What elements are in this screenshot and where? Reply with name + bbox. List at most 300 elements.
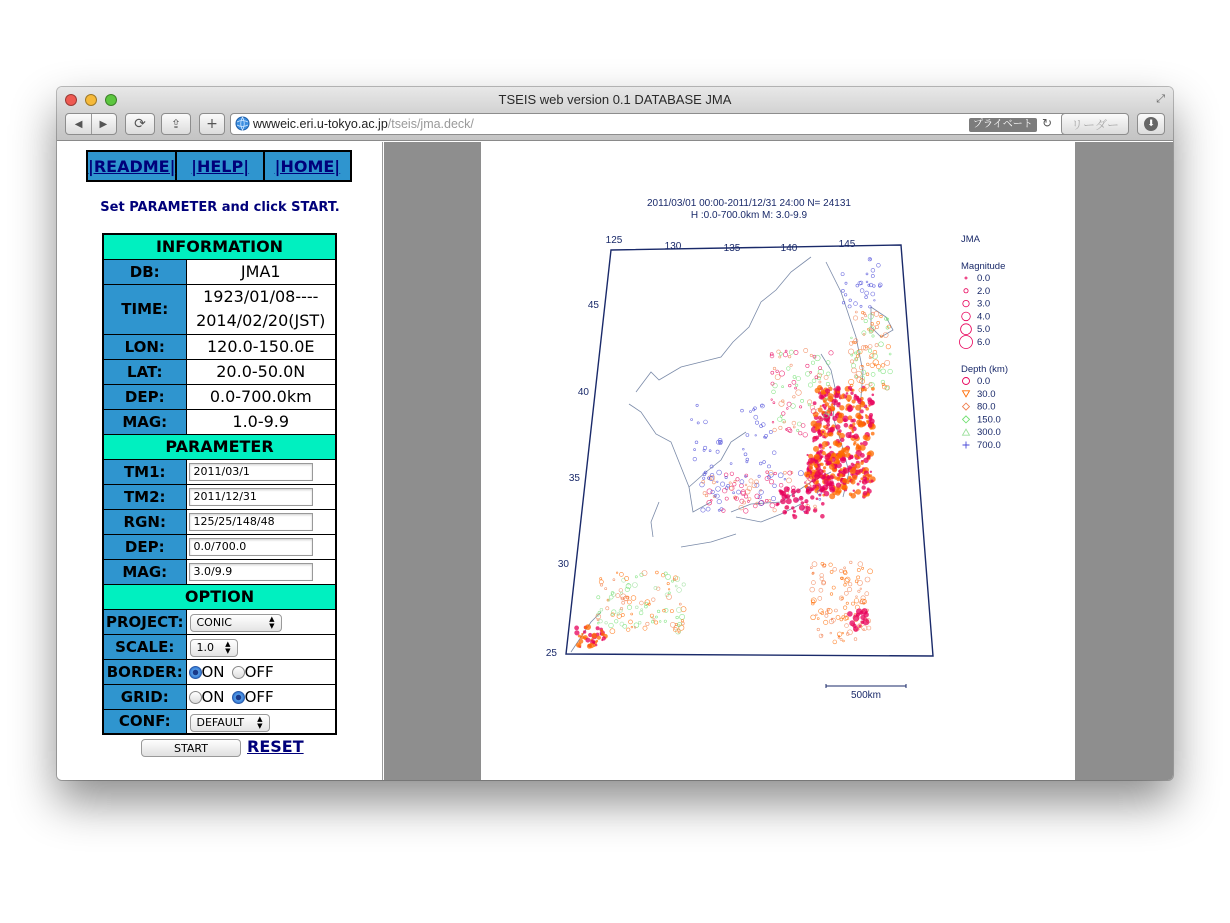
- earthquake-marker: [752, 483, 757, 488]
- earthquake-marker: [792, 380, 796, 384]
- earthquake-marker: [868, 349, 871, 352]
- nav-cell-home: [265, 152, 350, 180]
- lat-tick-label: 30: [557, 559, 569, 570]
- earthquake-marker: [830, 632, 832, 634]
- earthquake-marker: [840, 618, 843, 621]
- earthquake-marker: [783, 471, 786, 474]
- earthquake-marker: [749, 479, 753, 483]
- earthquake-marker: [834, 609, 837, 612]
- earthquake-marker: [744, 453, 747, 456]
- earthquake-marker: [810, 567, 812, 569]
- earthquake-marker: [755, 494, 760, 499]
- lon-tick-label: 135: [723, 243, 741, 254]
- earthquake-marker: [857, 398, 861, 402]
- earthquake-marker: [840, 638, 842, 640]
- earthquake-marker: [776, 370, 779, 373]
- time-value: [186, 284, 336, 334]
- earthquake-marker: [875, 344, 878, 347]
- earthquake-marker: [628, 583, 630, 585]
- earthquake-marker: [657, 610, 660, 613]
- earthquake-marker: [651, 620, 654, 623]
- earthquake-marker: [664, 572, 667, 575]
- earthquake-marker: [779, 490, 782, 493]
- earthquake-marker: [854, 454, 857, 457]
- earthquake-marker: [716, 450, 719, 453]
- grid-on-label: ON: [201, 688, 225, 706]
- dep-input[interactable]: [189, 538, 313, 556]
- download-icon: ⬇: [1144, 117, 1158, 131]
- earthquake-marker: [815, 436, 818, 439]
- earthquake-marker: [599, 620, 602, 623]
- border-label: BORDER:: [103, 659, 186, 684]
- earthquake-marker: [793, 515, 797, 519]
- earthquake-marker: [878, 369, 880, 371]
- earthquake-marker: [776, 503, 779, 506]
- earthquake-marker: [850, 621, 855, 626]
- earthquake-marker: [575, 631, 580, 636]
- mag-input[interactable]: [189, 563, 313, 581]
- earthquake-marker: [847, 405, 853, 411]
- earthquake-marker: [779, 356, 781, 358]
- earthquake-marker: [592, 633, 597, 638]
- earthquake-marker: [635, 606, 638, 609]
- earthquake-marker: [871, 372, 875, 376]
- downloads-button[interactable]: [1137, 113, 1165, 135]
- scale-bar: [826, 684, 906, 688]
- earthquake-marker: [622, 601, 625, 604]
- depth-legend-label: 150.0: [977, 414, 1001, 426]
- earthquake-marker: [676, 616, 679, 619]
- earthquake-marker: [859, 481, 861, 483]
- earthquake-marker: [858, 590, 860, 592]
- earthquake-marker: [821, 463, 824, 466]
- fullscreen-icon[interactable]: ⤢: [1156, 92, 1165, 105]
- rgn-input[interactable]: [189, 513, 313, 531]
- dep-param-label: DEP:: [103, 534, 186, 559]
- map-title-line2: H :0.0-700.0km M: 3.0-9.9: [690, 210, 808, 221]
- earthquake-marker: [609, 623, 614, 628]
- earthquake-marker: [881, 364, 885, 368]
- earthquake-marker: [862, 486, 866, 490]
- earthquake-marker: [817, 464, 819, 466]
- earthquake-marker: [871, 480, 874, 483]
- earthquake-marker: [865, 291, 869, 295]
- earthquake-marker: [677, 588, 682, 593]
- magnitude-legend-symbol: [964, 289, 968, 293]
- earthquake-marker: [793, 396, 796, 399]
- depth-legend-label: 80.0: [977, 401, 996, 413]
- depth-legend-symbol: [963, 391, 970, 397]
- earthquake-marker: [739, 484, 743, 488]
- earthquake-marker: [767, 465, 770, 468]
- reload-extension-button[interactable]: [125, 113, 155, 135]
- project-select[interactable]: [190, 614, 282, 632]
- conf-select[interactable]: [190, 714, 270, 732]
- earthquake-marker: [853, 316, 857, 320]
- grid-off-radio[interactable]: [232, 691, 245, 704]
- earthquake-marker: [785, 350, 787, 352]
- earthquake-marker: [865, 315, 867, 317]
- earthquake-marker: [635, 576, 637, 578]
- earthquake-marker: [761, 404, 763, 406]
- readme-link[interactable]: |README|: [88, 156, 176, 176]
- earthquake-marker: [833, 441, 838, 446]
- earthquake-marker: [851, 337, 853, 339]
- earthquake-marker: [769, 480, 773, 484]
- earthquake-marker: [620, 607, 623, 610]
- back-forward-buttons[interactable]: [65, 113, 117, 135]
- share-button[interactable]: [161, 113, 191, 135]
- earthquake-marker: [792, 494, 795, 497]
- earthquake-marker: [813, 509, 817, 513]
- earthquake-marker: [817, 618, 819, 620]
- earthquake-marker: [597, 636, 601, 640]
- earthquake-marker: [866, 416, 869, 419]
- border-off-radio[interactable]: [232, 666, 245, 679]
- earthquake-marker: [860, 443, 862, 445]
- earthquake-marker: [825, 611, 828, 614]
- map-legend: [960, 234, 1008, 451]
- tm1-label: TM1:: [103, 459, 186, 484]
- reader-button[interactable]: リーダー: [1061, 113, 1129, 135]
- back-arrow-icon[interactable]: ◀: [74, 118, 83, 130]
- earthquake-marker: [854, 339, 858, 343]
- select-arrows-icon: ▲ ▼: [269, 614, 275, 630]
- earthquake-marker: [745, 475, 747, 477]
- earthquake-marker: [852, 475, 857, 480]
- magnitude-legend-title: Magnitude: [961, 261, 1006, 272]
- earthquake-marker: [763, 436, 765, 438]
- earthquake-marker: [851, 602, 854, 605]
- information-header: INFORMATION: [103, 234, 336, 259]
- depth-legend-symbol: [963, 416, 970, 423]
- scale-bar-label: 500km: [850, 690, 882, 701]
- earthquake-marker: [809, 466, 812, 469]
- earthquake-marker: [655, 616, 657, 618]
- earthquake-marker: [871, 292, 875, 296]
- earthquake-marker: [786, 499, 791, 504]
- earthquake-marker: [779, 483, 783, 487]
- earthquake-marker: [816, 481, 818, 483]
- earthquake-marker: [811, 361, 814, 364]
- earthquake-marker: [717, 481, 719, 483]
- earthquake-marker: [868, 400, 874, 406]
- earthquake-marker: [819, 498, 821, 500]
- share-icon: ⇪: [170, 117, 182, 131]
- magnitude-legend-label: 4.0: [977, 311, 991, 323]
- earthquake-marker: [829, 351, 833, 355]
- lon-value: 120.0-150.0E: [186, 334, 336, 359]
- magnitude-legend-symbol: [961, 324, 972, 335]
- earthquake-marker: [797, 422, 801, 426]
- earthquake-marker: [730, 472, 734, 476]
- grid-on-radio[interactable]: [189, 691, 202, 704]
- earthquake-marker: [822, 447, 824, 449]
- earthquake-marker: [640, 601, 644, 605]
- home-link[interactable]: |HOME|: [274, 156, 341, 176]
- earthquake-marker: [602, 637, 606, 641]
- earthquake-marker: [853, 423, 856, 426]
- earthquake-marker: [844, 613, 847, 616]
- earthquake-marker: [840, 395, 844, 399]
- earthquake-marker: [870, 471, 872, 473]
- earthquake-marker: [754, 415, 758, 419]
- earthquake-marker: [804, 482, 806, 484]
- earthquake-marker: [850, 360, 853, 363]
- earthquake-marker: [885, 360, 890, 365]
- earthquake-marker: [825, 455, 830, 460]
- grid-label: GRID:: [103, 684, 186, 709]
- earthquake-marker: [856, 371, 861, 376]
- earthquake-marker: [851, 493, 856, 498]
- earthquake-marker: [643, 626, 647, 630]
- earthquake-marker: [854, 302, 858, 306]
- earthquake-marker: [730, 463, 732, 465]
- time-start: 1923/01/08----: [203, 287, 319, 306]
- earthquake-marker: [835, 401, 837, 403]
- tm2-label: TM2:: [103, 484, 186, 509]
- nav-cell-readme: [88, 152, 177, 180]
- earthquake-marker: [811, 615, 816, 620]
- earthquake-marker: [844, 423, 848, 427]
- earthquake-marker: [779, 371, 784, 376]
- earthquake-marker: [741, 409, 744, 412]
- earthquake-marker: [880, 315, 883, 318]
- earthquake-marker: [831, 407, 835, 411]
- earthquake-marker: [808, 458, 813, 463]
- earthquake-marker: [704, 420, 708, 424]
- earthquake-marker: [860, 445, 866, 451]
- earthquake-marker: [833, 640, 837, 644]
- earthquake-marker: [653, 619, 655, 621]
- earthquake-marker: [852, 389, 854, 391]
- border-on-radio[interactable]: [189, 666, 202, 679]
- earthquake-marker: [839, 413, 844, 418]
- earthquake-marker: [856, 489, 861, 494]
- earthquake-marker: [582, 633, 584, 635]
- earthquake-marker: [778, 473, 783, 478]
- earthquake-marker: [807, 454, 809, 456]
- earthquake-marker: [871, 268, 875, 272]
- parameter-header: PARAMETER: [103, 434, 336, 459]
- tm1-input[interactable]: [189, 463, 313, 481]
- earthquake-marker: [755, 435, 757, 437]
- earthquake-marker: [765, 499, 768, 502]
- address-bar[interactable]: [230, 113, 1111, 135]
- new-tab-button[interactable]: [199, 113, 225, 135]
- earthquake-marker: [855, 311, 857, 313]
- earthquake-marker: [664, 620, 666, 622]
- earthquake-marker: [717, 470, 722, 475]
- earthquake-marker: [851, 463, 854, 466]
- earthquake-marker: [829, 563, 833, 567]
- earthquake-marker: [725, 497, 728, 500]
- nav-cell-help: [177, 152, 264, 180]
- earthquake-marker: [771, 496, 775, 500]
- earthquake-marker: [862, 365, 864, 367]
- earthquake-marker: [782, 412, 786, 416]
- earthquake-marker: [716, 487, 721, 492]
- earthquake-marker: [596, 627, 599, 630]
- earthquake-marker: [872, 394, 874, 396]
- earthquake-marker: [843, 478, 848, 483]
- earthquake-marker: [865, 296, 868, 299]
- earthquake-marker: [793, 375, 796, 378]
- earthquake-marker: [829, 464, 834, 469]
- earthquake-marker: [759, 462, 762, 465]
- earthquake-marker: [772, 421, 774, 423]
- earthquake-marker: [867, 626, 871, 630]
- earthquake-marker: [610, 629, 615, 634]
- earthquake-marker: [773, 428, 777, 432]
- earthquake-marker: [795, 387, 797, 389]
- help-link[interactable]: |HELP|: [191, 156, 250, 176]
- magnitude-legend-symbol: [963, 300, 969, 306]
- earthquake-marker: [600, 608, 603, 611]
- earthquake-marker: [853, 490, 855, 492]
- earthquake-marker: [656, 571, 659, 574]
- earthquake-marker: [586, 638, 590, 642]
- earthquake-marker: [822, 441, 828, 447]
- earthquake-marker: [865, 592, 869, 596]
- earthquake-marker: [851, 364, 855, 368]
- earthquake-marker: [709, 450, 711, 452]
- earthquake-marker: [850, 561, 853, 564]
- earthquake-marker: [799, 505, 805, 511]
- earthquake-marker: [879, 342, 884, 347]
- earthquake-marker: [827, 372, 831, 376]
- earthquake-marker: [733, 483, 737, 487]
- earthquake-marker: [861, 478, 863, 480]
- scale-select-value: 1.0: [196, 641, 214, 655]
- earthquake-marker: [842, 632, 844, 634]
- map-frame: [384, 142, 1173, 780]
- earthquake-marker: [831, 404, 833, 406]
- earthquake-marker: [799, 432, 802, 435]
- url-text[interactable]: wwweic.eri.u-tokyo.ac.jp/tseis/jma.deck/: [253, 117, 474, 131]
- earthquake-marker: [813, 402, 816, 405]
- earthquake-marker: [856, 596, 858, 598]
- earthquake-marker: [833, 567, 837, 571]
- earthquake-marker: [632, 583, 637, 588]
- scale-label: SCALE:: [103, 634, 186, 659]
- earthquake-marker: [712, 481, 715, 484]
- depth-legend-label: 0.0: [977, 376, 991, 387]
- earthquake-marker: [863, 435, 868, 440]
- depth-legend-symbol: [963, 403, 970, 410]
- grid-off-label: OFF: [244, 688, 274, 706]
- select-arrows-icon: ▲ ▼: [257, 714, 263, 730]
- globe-icon: [235, 116, 250, 131]
- earthquake-marker: [613, 579, 615, 581]
- earthquake-marker: [616, 594, 620, 598]
- earthquake-marker: [804, 511, 807, 514]
- earthquake-marker: [799, 406, 801, 408]
- earthquake-marker: [783, 353, 787, 357]
- browser-window: [57, 87, 1173, 780]
- earthquake-marker: [747, 500, 749, 502]
- earthquake-marker: [696, 404, 698, 406]
- tm2-input[interactable]: [189, 488, 313, 506]
- parameter-frame: [57, 142, 383, 780]
- earthquake-marker: [824, 433, 828, 437]
- earthquake-marker: [748, 498, 751, 501]
- rgn-label: RGN:: [103, 509, 186, 534]
- lat-tick-label: 40: [577, 387, 589, 398]
- earthquake-marker: [782, 494, 787, 499]
- earthquake-marker: [705, 494, 708, 497]
- earthquake-marker: [787, 478, 792, 483]
- earthquake-marker: [670, 622, 675, 627]
- earthquake-marker: [804, 348, 808, 352]
- earthquake-marker: [788, 355, 791, 358]
- scale-select[interactable]: [190, 639, 238, 657]
- earthquake-marker: [803, 433, 808, 438]
- earthquake-marker: [772, 451, 776, 455]
- earthquake-marker: [797, 429, 799, 431]
- earthquake-marker: [847, 611, 852, 616]
- earthquake-marker: [868, 345, 872, 349]
- earthquake-marker: [841, 273, 844, 276]
- earthquake-marker: [833, 416, 838, 421]
- earthquake-marker: [855, 405, 861, 411]
- earthquake-marker: [867, 363, 870, 366]
- earthquake-marker: [784, 478, 786, 480]
- earthquake-marker: [810, 405, 815, 410]
- earthquake-marker: [606, 607, 609, 610]
- earthquake-marker: [773, 484, 777, 488]
- forward-arrow-icon[interactable]: ▶: [99, 118, 108, 130]
- earthquake-marker: [584, 627, 586, 629]
- earthquake-marker: [867, 455, 870, 458]
- start-button[interactable]: START: [141, 739, 241, 757]
- reset-link[interactable]: RESET: [247, 737, 304, 756]
- earthquake-marker: [889, 353, 891, 355]
- project-label: PROJECT:: [103, 609, 186, 634]
- earthquake-marker: [589, 643, 594, 648]
- earthquake-marker: [814, 505, 817, 508]
- earthquake-marker: [854, 638, 857, 641]
- earthquake-marker: [733, 492, 735, 494]
- depth-legend: [963, 376, 1001, 451]
- earthquake-marker: [670, 610, 673, 613]
- earthquake-marker: [820, 405, 822, 407]
- earthquake-marker: [812, 562, 817, 567]
- depth-legend-symbol: [963, 442, 970, 449]
- earthquake-marker: [818, 430, 821, 433]
- earthquake-marker: [736, 478, 739, 481]
- earthquake-marker: [818, 596, 822, 600]
- earthquake-marker: [862, 608, 868, 614]
- earthquake-marker: [629, 620, 633, 624]
- earthquake-marker: [885, 386, 889, 390]
- earthquake-marker: [772, 390, 776, 394]
- earthquake-marker: [792, 421, 796, 425]
- earthquake-marker: [846, 602, 848, 604]
- earthquake-marker: [620, 622, 624, 626]
- earthquake-marker: [823, 400, 825, 402]
- earthquake-marker: [838, 430, 841, 433]
- magnitude-legend-symbol: [965, 277, 967, 279]
- reload-icon[interactable]: ↻: [1042, 116, 1053, 130]
- depth-legend-symbol: [963, 429, 970, 435]
- earthquake-marker: [845, 282, 847, 284]
- earthquake-marker: [825, 402, 829, 406]
- earthquake-marker: [826, 420, 829, 423]
- earthquake-marker: [597, 622, 599, 624]
- earthquake-marker: [868, 423, 872, 427]
- earthquake-marker: [659, 621, 661, 623]
